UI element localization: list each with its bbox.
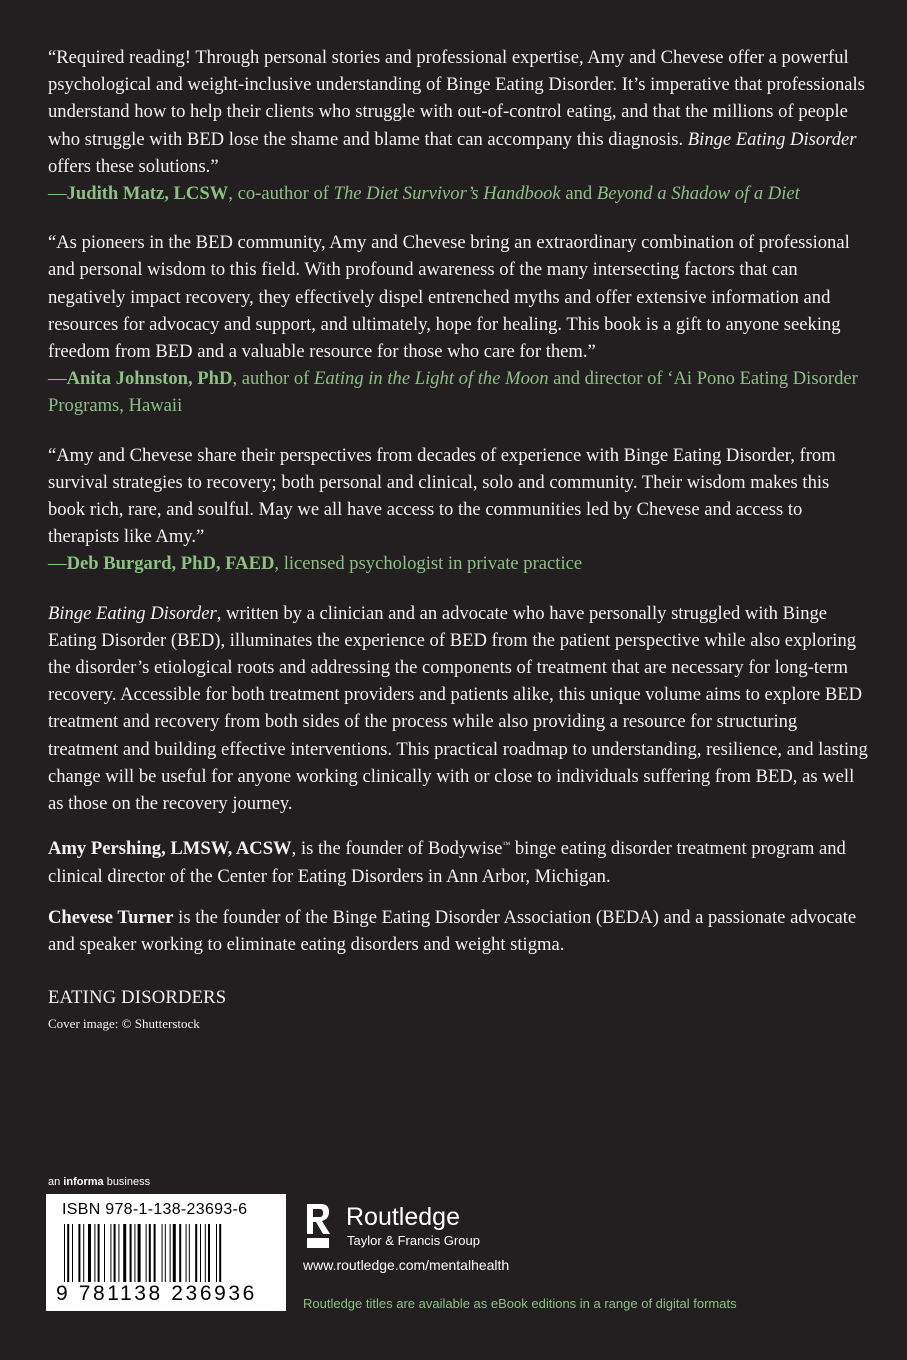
- author-name: Amy Pershing, LMSW, ACSW: [48, 838, 292, 860]
- author-bio-2: Chevese Turner is the founder of the Binge Eating Disorder Association (BEDA) and a passionate advocate and speaker working to eliminate eating disorders and weight stigma.: [48, 906, 857, 956]
- routledge-logo-icon: [303, 1200, 333, 1252]
- informa-tagline: an informa business: [48, 1176, 151, 1188]
- back-cover-text: [48, 44, 868, 1033]
- barcode-digits: 9 781138 236936: [56, 1282, 257, 1305]
- subject-category: EATING DISORDERS: [48, 987, 227, 1009]
- author-bio-1: Amy Pershing, LMSW, ACSW, is the founder of Bodywise™ binge eating disorder treatment program and clinical director of the Center for Eating Disorders in Ann Arbor, Michigan.: [48, 838, 846, 887]
- isbn-barcode: [46, 1194, 286, 1311]
- trademark-symbol: ™: [502, 840, 511, 850]
- quote-text: “Required reading! Through personal stories and professional expertise, Amy and Chevese offer a powerful psychological and weight-inclusive understanding of Binge Eating Disorder. It’s imperative that professionals understand how to help their clients who struggle with out-of-control eating, and that the millions of people who struggle with BED lose the shame and blame that can accompany this diagnosis.: [48, 47, 865, 150]
- book-title: Binge Eating Disorder: [48, 602, 217, 624]
- publisher-url[interactable]: www.routledge.com/mentalhealth: [303, 1257, 510, 1273]
- quote-attribution: —Deb Burgard, PhD, FAED, licensed psychologist in private practice: [48, 553, 583, 575]
- cover-image-credit: Cover image: © Shutterstock: [48, 1016, 200, 1032]
- ebook-note: Routledge titles are available as eBook editions in a range of digital formats: [303, 1296, 737, 1311]
- author-name: Chevese Turner: [48, 906, 174, 928]
- barcode-bars: [64, 1224, 272, 1282]
- endorsement-quote-1: [48, 44, 868, 207]
- endorser-name: Judith Matz, LCSW: [66, 183, 229, 205]
- endorser-name: Anita Johnston, PhD: [66, 368, 233, 390]
- quote-text: “Amy and Chevese share their perspectives from decades of experience with Binge Eating Disorder, from survival strategies to recovery; both personal and clinical, solo and community. Their wisdom makes this book rich, rare, and soulful. May we all have access to the communities led by Chevese and access to therapists like Amy.”: [48, 444, 836, 548]
- endorser-name: Deb Burgard, PhD, FAED: [66, 553, 275, 575]
- endorsement-quote-3: [48, 442, 868, 578]
- publisher-group: Taylor & Francis Group: [347, 1233, 480, 1248]
- book-title: Binge Eating Disorder: [687, 128, 857, 150]
- description-text: , written by a clinician and an advocate who have personally struggled with Binge Eating Disorder (BED), illuminates the experience of BED from the patient perspective while also exploring the disorder’s etiological roots and addressing the components of treatment that are necessary for long-term recovery. Accessible for both treatment providers and patients alike, this unique volume aims to explore BED treatment and recovery from both sides of the process while also providing a resource for structuring treatment and building effective interventions. This practical roadmap to understanding, resilience, and lasting change will be useful for anyone working clinically with or close to individuals suffering from BED, as well as those on the recovery journey.: [48, 602, 868, 815]
- publisher-name: Routledge: [346, 1203, 460, 1231]
- book-description: [48, 600, 868, 818]
- isbn-number: ISBN 978-1-138-23693-6: [62, 1201, 248, 1218]
- endorsement-quote-2: [48, 229, 868, 419]
- quote-attribution: —Anita Johnston, PhD, author of Eating in the Light of the Moon and director of ‘Ai Pono Eating Disorder Programs, Hawaii: [48, 368, 858, 417]
- quote-text: “As pioneers in the BED community, Amy and Chevese bring an extraordinary combination of professional and personal wisdom to this field. With profound awareness of the many intersecting factors that can negatively impact recovery, they effectively dispel entrenched myths and offer extensive information and resources for advocacy and support, and ultimately, hope for healing. This book is a gift to anyone seeking freedom from BED and a valuable resource for those who care for them.”: [48, 232, 850, 363]
- quote-end: offers these solutions.”: [48, 155, 219, 177]
- quote-attribution: —Judith Matz, LCSW, co-author of The Diet Survivor’s Handbook and Beyond a Shadow of a Diet: [48, 183, 800, 205]
